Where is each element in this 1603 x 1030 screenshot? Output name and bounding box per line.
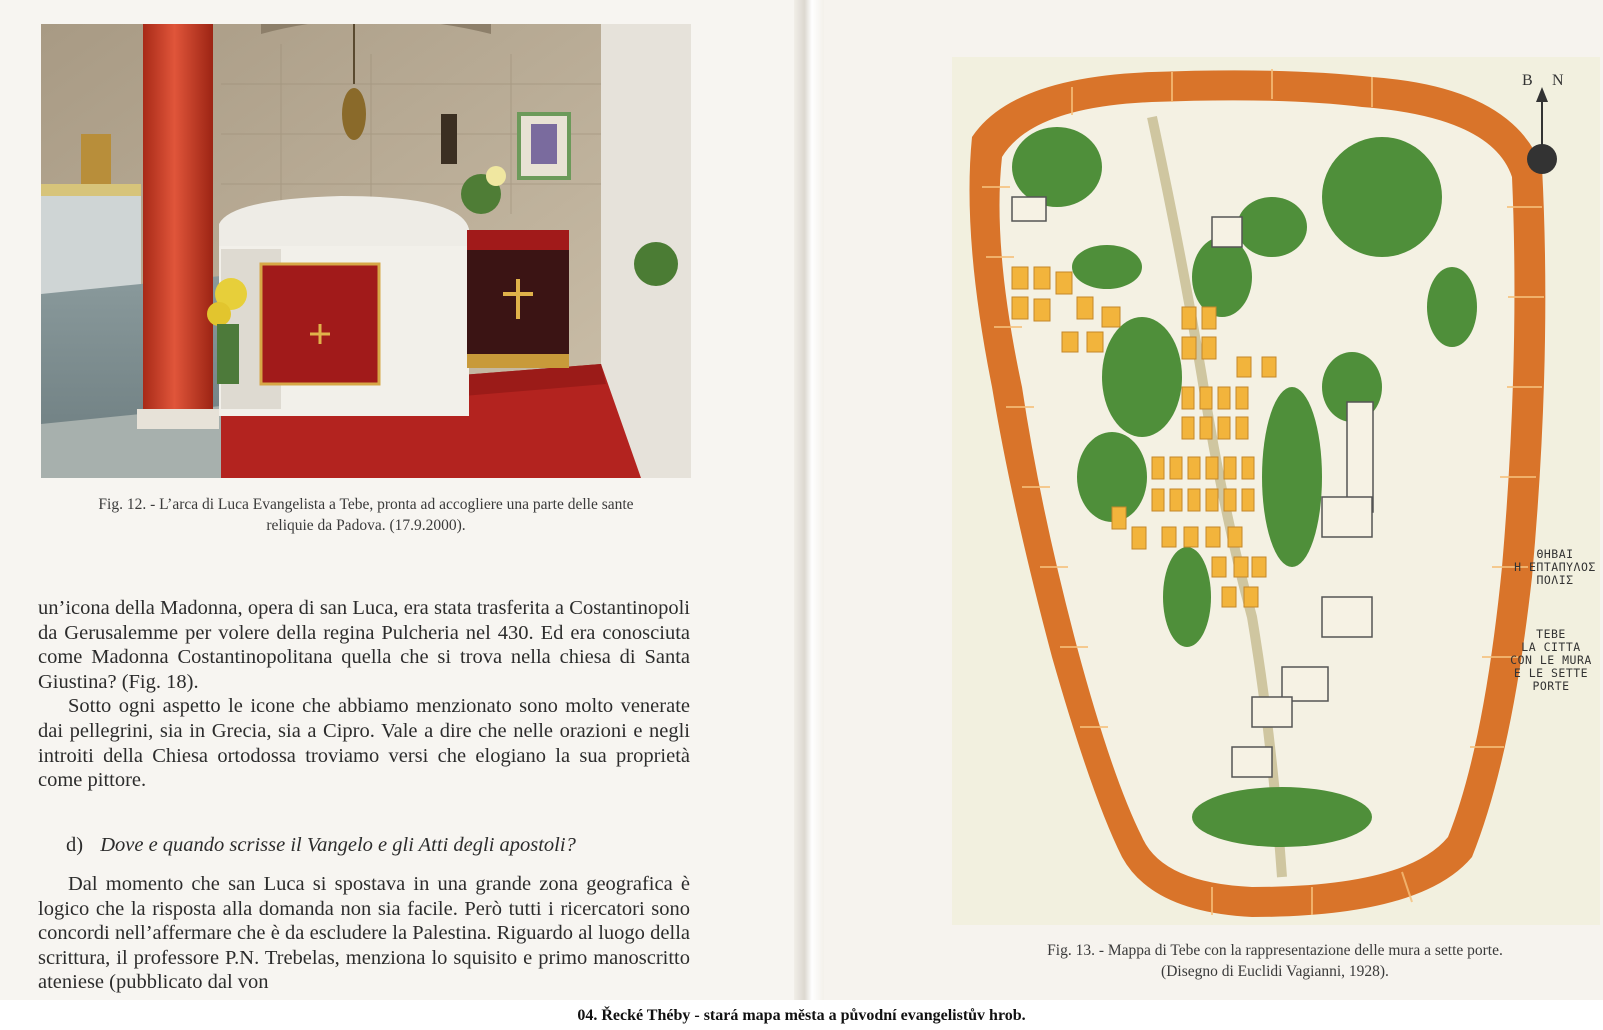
map-legend-italian xyxy=(1496,628,1603,693)
body-text-lower xyxy=(38,872,690,1004)
legend-line: PORTE xyxy=(1532,679,1570,693)
legend-line: TEBE xyxy=(1536,627,1566,641)
paragraph: Sotto ogni aspetto le icone che abbiamo menzionato sono molto venerate dai pellegrini, sia in Grecia, sia a Cipro. Vale a dire che nelle orazioni e negli introiti della Chiesa ortodossa troviamo versi che elogiano la sua proprietà come pittore. xyxy=(38,695,690,792)
legend-line: E LE SETTE xyxy=(1513,666,1589,680)
figure-12-caption-line2: reliquie da Padova. (17.9.2000). xyxy=(266,517,466,534)
compass-icon xyxy=(1527,87,1557,174)
paragraph: Dal momento che san Luca si spostava in una grande zona geografica è logico che la risposta alla domanda non sia facile. Però tutti i ricercatori sono concordi nell’affermare che è da escludere la Palestina. Riguardo al luogo della scrittura, il professore P.N. Trebelas, menziona lo squisito e primo manoscritto ateniese (pubblicato dal von xyxy=(38,873,690,994)
section-heading xyxy=(66,834,706,857)
compass-label-b: B xyxy=(1522,72,1533,89)
tomb-photo-illustration xyxy=(41,24,691,478)
figure-13-caption xyxy=(955,940,1595,982)
figure-12-caption-line1: Fig. 12. - L’arca di Luca Evangelista a Tebe, pronta ad accogliere una parte delle sante xyxy=(98,496,634,513)
paragraph: un’icona della Madonna, opera di san Luca, era stata trasferita a Costantinopoli da Gerusalemme per volere della regina Pulcheria nel 430. Ed era conosciuta come Madonna Costantinopolitana quella che si trova nella chiesa di Santa Giustina? (Fig. 18). xyxy=(38,597,690,693)
bottom-caption: 04. Řecké Théby - stará mapa města a původní evangelistův hrob. xyxy=(577,1007,1026,1024)
legend-line: ΠΟΛΙΣ xyxy=(1536,573,1574,587)
legend-line: LA CITTA xyxy=(1521,640,1581,654)
figure-13-caption-line2: (Disegno di Euclidi Vagianni, 1928). xyxy=(1161,963,1389,980)
map-legend-greek xyxy=(1500,548,1603,587)
thebes-map-illustration xyxy=(952,57,1600,925)
legend-line: Η ΕΠΤΑΠΥΛΟΣ xyxy=(1514,560,1596,574)
body-text-upper xyxy=(38,596,690,793)
book-gutter xyxy=(794,0,824,1000)
compass-label-n: N xyxy=(1552,72,1564,89)
legend-line: ΘΗΒΑΙ xyxy=(1536,547,1574,561)
figure-13-caption-line1: Fig. 13. - Mappa di Tebe con la rappresentazione delle mura a sette porte. xyxy=(1047,942,1503,959)
section-letter: d) xyxy=(66,834,84,856)
section-title: Dove e quando scrisse il Vangelo e gli Atti degli apostoli? xyxy=(100,834,576,856)
figure-12-caption xyxy=(40,494,692,536)
legend-line: CON LE MURA xyxy=(1510,653,1592,667)
tomb-photo xyxy=(41,24,691,478)
thebes-city-map xyxy=(952,57,1600,925)
